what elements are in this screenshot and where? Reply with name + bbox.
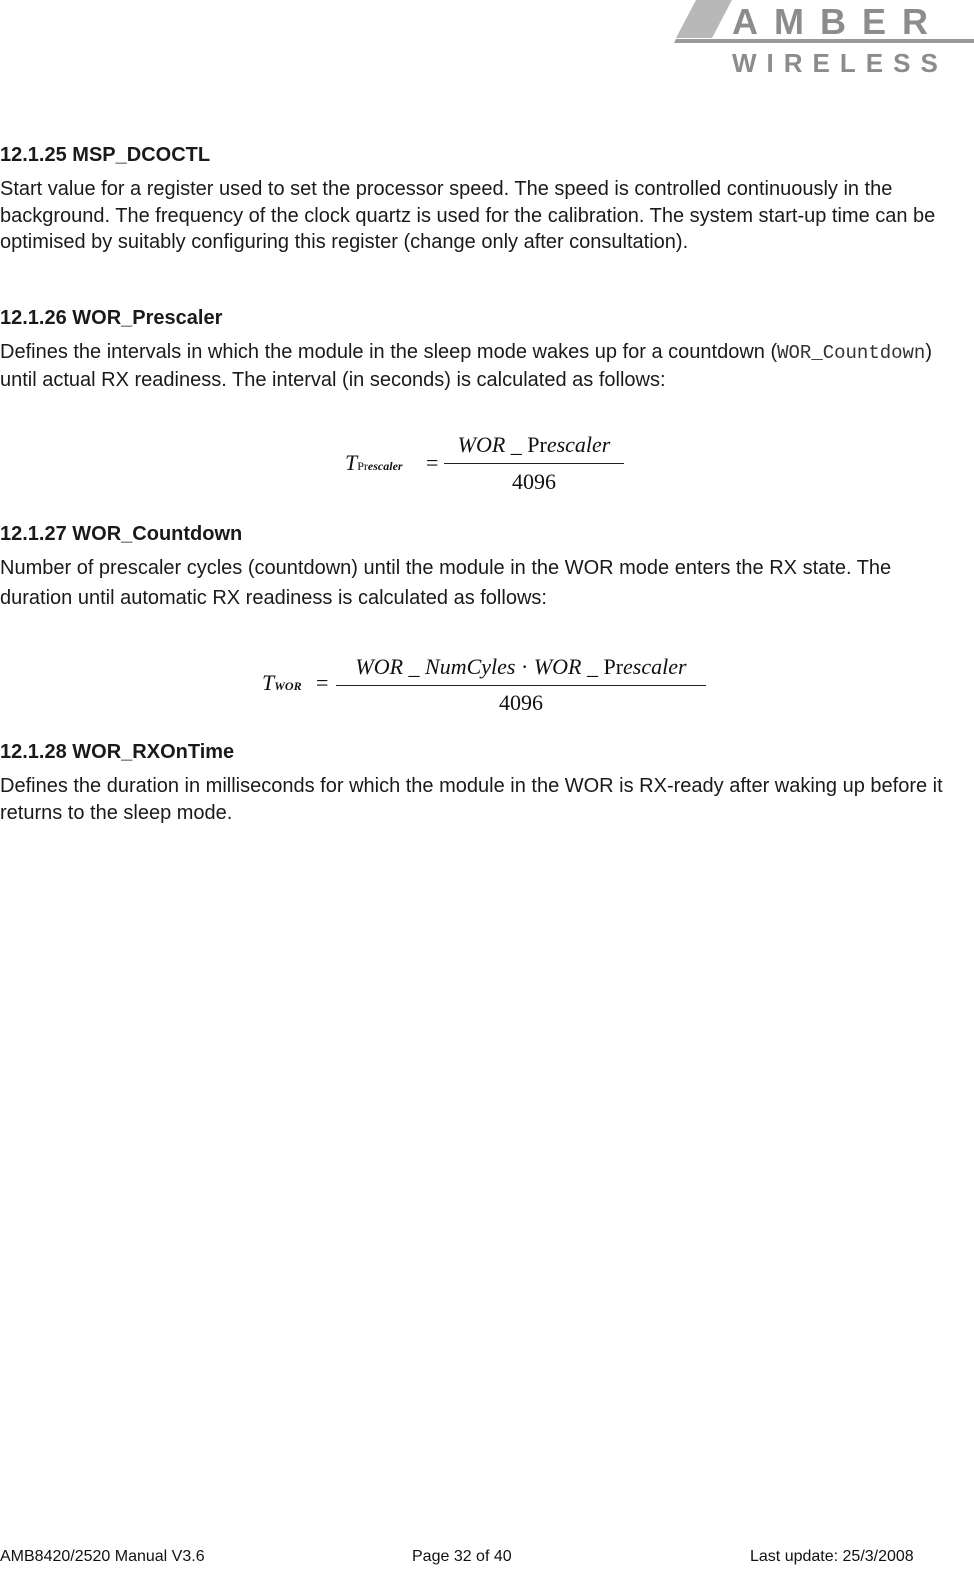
prescaler-text-before: Defines the intervals in which the module in the sleep mode wakes up for a countdown ( [0,341,778,363]
section-body-wor-countdown: Number of prescaler cycles (countdown) until the module in the WOR mode enters the RX state. The duration until automatic RX readiness is calculated as follows: [0,557,892,609]
logo-wireless-text: WIRELESS [732,48,948,78]
formula-wor-lhs: TWOR [262,670,302,695]
formula-wor-equals: = [316,670,329,695]
amber-wireless-logo [672,0,974,80]
formula-prescaler-equals: = [426,450,439,475]
formula-wor-fraction-bar [336,685,706,686]
section-title-wor-countdown: 12.1.27 WOR_Countdown [0,523,243,545]
footer-manual-version: AMB8420/2520 Manual V3.6 [0,1548,205,1565]
prescaler-text-after: ) until actual RX readiness. The interval (in seconds) is calculated as follows: [0,341,933,391]
footer-last-update: Last update: 25/3/2008 [750,1548,914,1565]
section-body-wor-prescaler [0,339,966,393]
logo-amber-text: AMBER [732,1,944,42]
section-title-wor-prescaler: 12.1.26 WOR_Prescaler [0,307,223,329]
section-title-msp-dcoctl: 12.1.25 MSP_DCOCTL [0,144,211,166]
logo-slash-mark [676,0,732,38]
formula-wor-denominator: 4096 [499,690,543,715]
formula-prescaler-numerator: WOR _ Prescaler [457,432,611,457]
formula-prescaler-denominator: 4096 [512,469,556,494]
section-body-msp-dcoctl: Start value for a register used to set the processor speed. The speed is controlled continuously in the background. The frequency of the clock quartz is used for the calibration. The system start-up time can be optimised by suitably configuring this register (change only after consultation). [0,178,936,253]
formula-prescaler-lhs: TPrescaler [345,450,403,475]
footer-page-number: Page 32 of 40 [412,1548,512,1565]
section-body-wor-rxontime: Defines the duration in milliseconds for which the module in the WOR is RX-ready after waking up before it returns to the sleep mode. [0,775,943,824]
section-title-wor-rxontime: 12.1.28 WOR_RXOnTime [0,741,235,763]
code-wor-countdown: WOR_Countdown [777,342,926,364]
formula-wor-numerator: WOR _ NumCyles · WOR _ Prescaler [355,654,687,679]
formula-prescaler-fraction-bar [444,463,624,464]
